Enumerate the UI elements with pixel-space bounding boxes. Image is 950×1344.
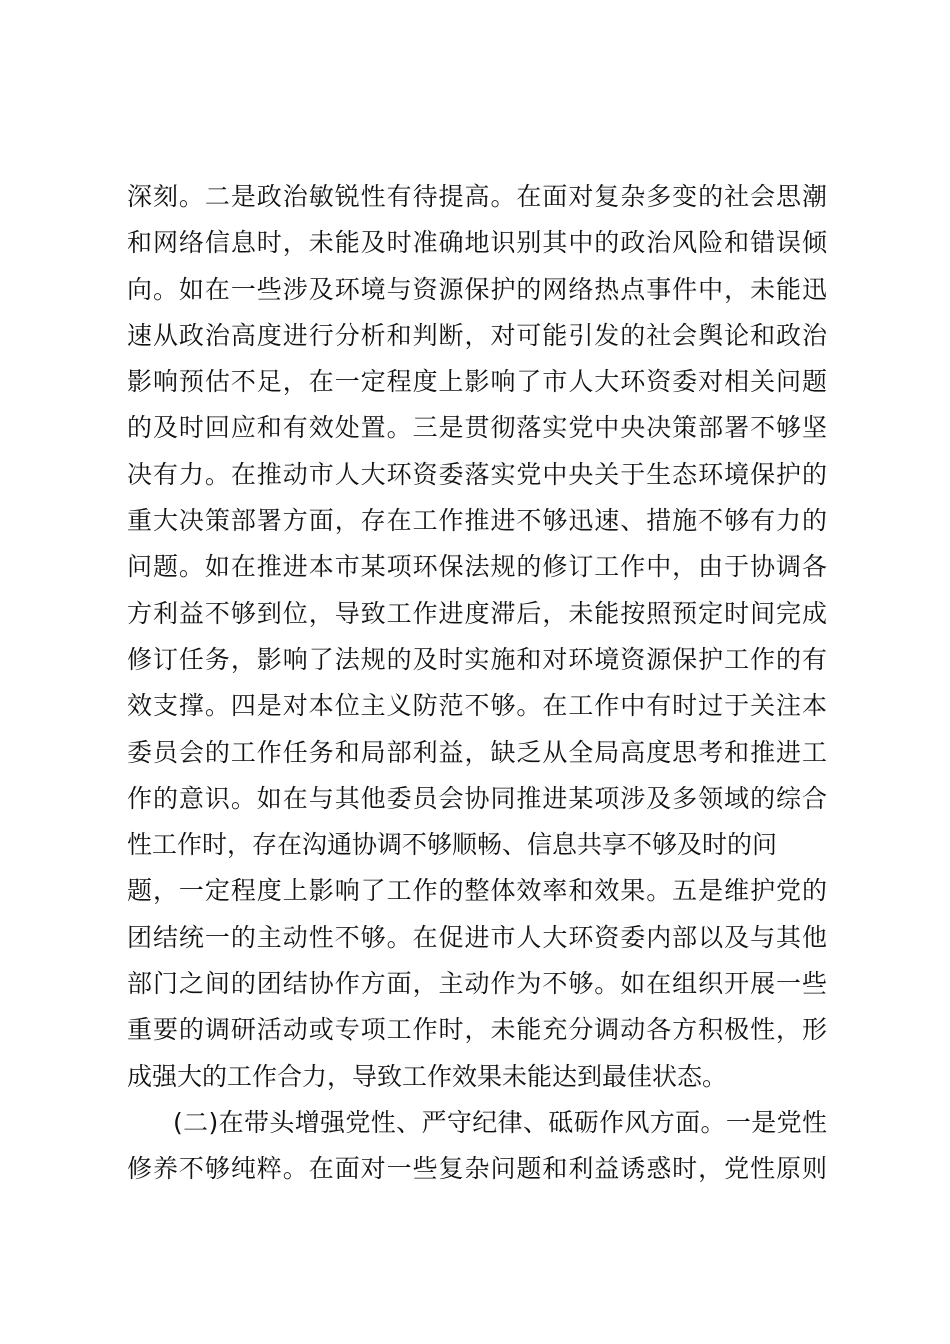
text-line: 向。如在一些涉及环境与资源保护的网络热点事件中，未能迅 [127,274,827,304]
body-text [127,174,827,1193]
text-line: 决有力。在推动市人大环资委落实党中央关于生态环境保护的 [127,459,827,489]
text-line: 修订任务，影响了法规的及时实施和对环境资源保护工作的有 [127,644,827,674]
text-line: 部门之间的团结协作方面，主动作为不够。如在组织开展一些 [127,969,827,999]
text-line: 的及时回应和有效处置。三是贯彻落实党中央决策部署不够坚 [127,413,827,443]
text-line: 影响预估不足，在一定程度上影响了市人大环资委对相关问题 [127,367,827,397]
text-line: 委员会的工作任务和局部利益，缺乏从全局高度思考和推进工 [127,737,827,767]
text-line: 效支撑。四是对本位主义防范不够。在工作中有时过于关注本 [127,691,827,721]
text-line: 修养不够纯粹。在面对一些复杂问题和利益诱惑时，党性原则 [127,1154,827,1184]
text-line: 团结统一的主动性不够。在促进市人大环资委内部以及与其他 [127,922,827,952]
paragraph-end-line: 成强大的工作合力，导致工作效果未能达到最佳状态。 [127,1061,728,1091]
text-line: 题，一定程度上影响了工作的整体效率和效果。五是维护党的 [127,876,827,906]
text-line: 作的意识。如在与其他委员会协同推进某项涉及多领域的综合 [127,783,827,813]
text-line: 重大决策部署方面，存在工作推进不够迅速、措施不够有力的 [127,506,827,536]
text-line: 重要的调研活动或专项工作时，未能充分调动各方积极性，形 [127,1015,827,1045]
text-line: 方利益不够到位，导致工作进度滞后，未能按照预定时间完成 [127,598,827,628]
text-line: 和网络信息时，未能及时准确地识别其中的政治风险和错误倾 [127,228,827,258]
text-line: 性工作时，存在沟通协调不够顺畅、信息共享不够及时的问 [127,830,778,860]
text-line: 深刻。二是政治敏锐性有待提高。在面对复杂多变的社会思潮 [127,182,827,211]
text-line: 问题。如在推进本市某项环保法规的修订工作中，由于协调各 [127,552,827,582]
text-line: 速从政治高度进行分析和判断，对可能引发的社会舆论和政治 [127,320,827,350]
section-heading-line: (二)在带头增强党性、严守纪律、砥砺作风方面。一是党性 [173,1107,827,1137]
